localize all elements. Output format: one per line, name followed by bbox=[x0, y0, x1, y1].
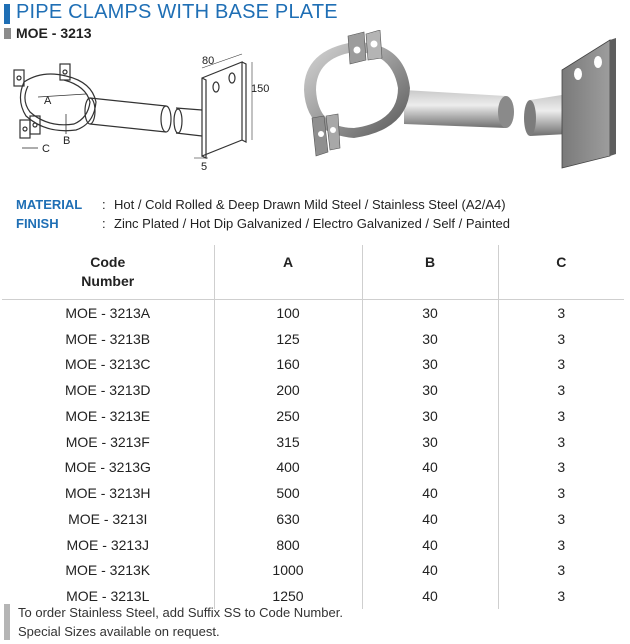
header-c: C bbox=[498, 245, 624, 300]
cell-a: 1000 bbox=[214, 558, 362, 584]
cell-code-number: MOE - 3213C bbox=[64, 356, 151, 373]
cell-a: 800 bbox=[214, 532, 362, 558]
cell-b: 30 bbox=[362, 300, 498, 326]
table-row bbox=[2, 352, 624, 378]
table-header-row bbox=[2, 245, 624, 300]
header-code-number: Code Number bbox=[2, 245, 214, 300]
header-a: A bbox=[214, 245, 362, 300]
cell-code-number: MOE - 3213A bbox=[65, 304, 151, 321]
cell-b: 30 bbox=[362, 429, 498, 455]
cell-a: 160 bbox=[214, 352, 362, 378]
cell-code-number: MOE - 3213J bbox=[66, 536, 149, 553]
cell-b: 30 bbox=[362, 326, 498, 352]
table-row bbox=[2, 455, 624, 481]
dimension-a-label: A bbox=[44, 95, 52, 107]
cell-b: 40 bbox=[362, 558, 498, 584]
cell-a: 250 bbox=[214, 403, 362, 429]
cell-b: 40 bbox=[362, 506, 498, 532]
table-row bbox=[2, 532, 624, 558]
table-row bbox=[2, 558, 624, 584]
cell-code-number: MOE - 3213E bbox=[65, 407, 151, 424]
dimension-width-label: 80 bbox=[202, 55, 215, 67]
cell-a: 1250 bbox=[214, 583, 362, 609]
cell-c: 3 bbox=[498, 377, 624, 403]
cell-b: 30 bbox=[362, 352, 498, 378]
header-b: B bbox=[362, 245, 498, 300]
cell-c: 3 bbox=[498, 403, 624, 429]
cell-b: 40 bbox=[362, 583, 498, 609]
cell-b: 40 bbox=[362, 455, 498, 481]
finish-label: FINISH bbox=[16, 216, 59, 231]
dimension-c-label: C bbox=[42, 143, 50, 155]
cell-a: 100 bbox=[214, 300, 362, 326]
cell-b: 40 bbox=[362, 480, 498, 506]
material-value: Hot / Cold Rolled & Deep Drawn Mild Steel / Stainless Steel (A2/A4) bbox=[114, 197, 506, 212]
cell-code-number: MOE - 3213I bbox=[68, 510, 148, 527]
product-render-image bbox=[284, 30, 624, 170]
subtitle-accent-bar bbox=[4, 28, 11, 39]
dimension-height-label: 150 bbox=[251, 83, 270, 95]
special-sizes-note: Special Sizes available on request. bbox=[18, 624, 220, 639]
cell-a: 400 bbox=[214, 455, 362, 481]
cell-b: 30 bbox=[362, 377, 498, 403]
cell-a: 500 bbox=[214, 480, 362, 506]
stainless-order-note: To order Stainless Steel, add Suffix SS to Code Number. bbox=[18, 605, 343, 620]
finish-value: Zinc Plated / Hot Dip Galvanized / Electro Galvanized / Self / Painted bbox=[114, 216, 510, 231]
cell-code-number: MOE - 3213D bbox=[64, 382, 151, 399]
cell-c: 3 bbox=[498, 352, 624, 378]
cell-code-number: MOE - 3213B bbox=[65, 330, 151, 347]
cell-code-number: MOE - 3213K bbox=[65, 562, 151, 579]
cell-b: 30 bbox=[362, 403, 498, 429]
cell-c: 3 bbox=[498, 583, 624, 609]
table-row bbox=[2, 429, 624, 455]
page-title: PIPE CLAMPS WITH BASE PLATE bbox=[16, 1, 338, 23]
material-label: MATERIAL bbox=[16, 197, 83, 212]
table-row bbox=[2, 326, 624, 352]
table-row bbox=[2, 300, 624, 326]
cell-a: 125 bbox=[214, 326, 362, 352]
cell-b: 40 bbox=[362, 532, 498, 558]
note-accent-bar bbox=[4, 604, 10, 640]
table-row bbox=[2, 377, 624, 403]
cell-code-number: MOE - 3213H bbox=[64, 485, 151, 502]
cell-c: 3 bbox=[498, 455, 624, 481]
cell-c: 3 bbox=[498, 532, 624, 558]
product-code-heading: MOE - 3213 bbox=[16, 25, 92, 41]
code-number-table bbox=[2, 245, 624, 609]
cell-c: 3 bbox=[498, 558, 624, 584]
cell-c: 3 bbox=[498, 300, 624, 326]
cell-code-number: MOE - 3213L bbox=[66, 588, 150, 605]
cell-a: 200 bbox=[214, 377, 362, 403]
material-spec-row: MATERIAL : Hot / Cold Rolled & Deep Drawn Mild Steel / Stainless Steel (A2/A4) bbox=[16, 197, 506, 212]
cell-c: 3 bbox=[498, 506, 624, 532]
cell-code-number: MOE - 3213G bbox=[64, 459, 151, 476]
cell-a: 630 bbox=[214, 506, 362, 532]
cell-c: 3 bbox=[498, 480, 624, 506]
table-row bbox=[2, 403, 624, 429]
dimension-b-label: B bbox=[63, 135, 71, 147]
cell-c: 3 bbox=[498, 429, 624, 455]
cell-code-number: MOE - 3213F bbox=[65, 433, 150, 450]
dimension-thickness-label: 5 bbox=[201, 161, 208, 172]
finish-spec-row: FINISH : Zinc Plated / Hot Dip Galvanized / Electro Galvanized / Self / Painted bbox=[16, 216, 510, 231]
technical-drawing bbox=[6, 42, 286, 172]
table-row bbox=[2, 506, 624, 532]
table-row bbox=[2, 480, 624, 506]
cell-a: 315 bbox=[214, 429, 362, 455]
title-accent-bar bbox=[4, 4, 10, 24]
cell-c: 3 bbox=[498, 326, 624, 352]
